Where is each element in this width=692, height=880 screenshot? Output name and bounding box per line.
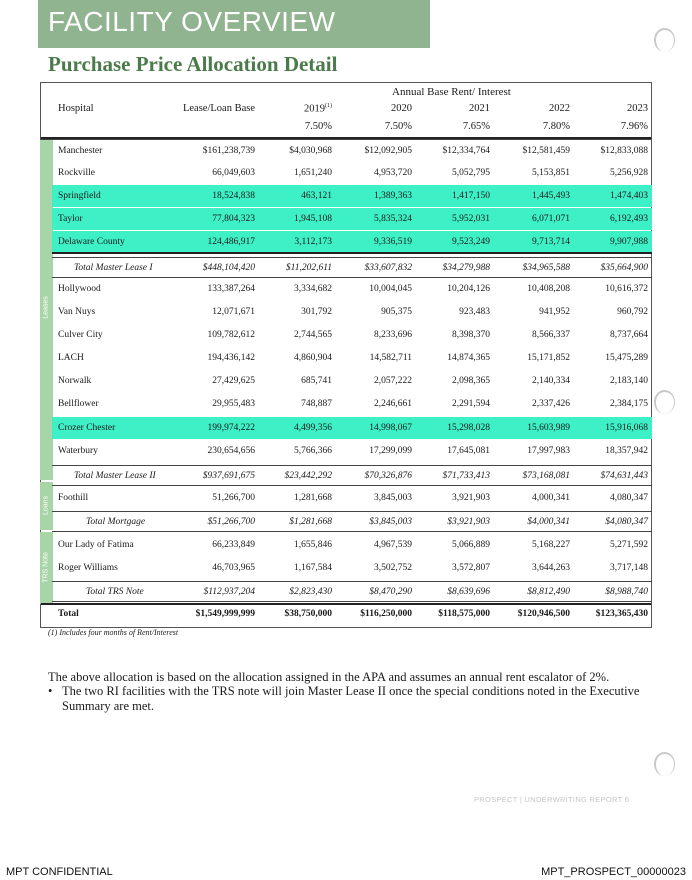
cell-y2020: 2,057,222 (374, 376, 412, 386)
row-label: Norwalk (58, 376, 92, 386)
cell-y2022: 10,408,208 (527, 284, 570, 294)
col-header-hospital: Hospital (58, 103, 94, 114)
row-label: Delaware County (58, 237, 125, 247)
cell-y2022: $8,812,490 (527, 587, 570, 597)
cell-y2019: 685,741 (301, 376, 332, 386)
cell-base: 77,804,323 (212, 214, 255, 224)
row-label: Hollywood (58, 284, 101, 294)
punch-hole-icon (654, 28, 675, 52)
cell-y2020: 5,835,324 (374, 214, 412, 224)
cell-base: 230,654,656 (207, 446, 255, 456)
cell-y2022: $12,581,459 (522, 146, 570, 156)
page-title: Purchase Price Allocation Detail (48, 52, 338, 76)
cell-y2019: $23,442,292 (284, 471, 332, 481)
cell-base: 194,436,142 (207, 353, 255, 363)
cell-y2020: 3,845,003 (374, 493, 412, 503)
cell-base: 27,429,625 (212, 376, 255, 386)
cell-y2019: $4,030,968 (289, 146, 332, 156)
section-rule (52, 252, 652, 254)
cell-base: $937,691,675 (202, 471, 255, 481)
cell-y2021: $3,921,903 (447, 517, 490, 527)
cell-y2021: 10,204,126 (447, 284, 490, 294)
banner-title: FACILITY OVERVIEW (48, 6, 336, 37)
rate-2020: 7.50% (384, 121, 412, 132)
cell-y2023: 6,192,493 (610, 214, 648, 224)
cell-y2019: 4,860,904 (294, 353, 332, 363)
cell-base: 29,955,483 (212, 399, 255, 409)
row-label: Van Nuys (58, 307, 96, 317)
cell-y2021: 2,098,365 (452, 376, 490, 386)
cell-y2023: $4,080,347 (605, 517, 648, 527)
col-header-2019: 2019$^{(1)}$ (304, 103, 332, 115)
cell-y2019: 1,651,240 (294, 168, 332, 178)
cell-y2023: 5,256,928 (610, 168, 648, 178)
cell-y2020: $116,250,000 (360, 609, 412, 619)
cell-y2019: 1,167,584 (294, 563, 332, 573)
cell-base: 12,071,671 (212, 307, 255, 317)
cell-y2020: 14,998,067 (369, 423, 412, 433)
row-label: Rockville (58, 168, 95, 178)
cell-y2023: 1,474,403 (610, 191, 648, 201)
cell-y2022: 6,071,071 (532, 214, 570, 224)
cell-y2020: $3,845,003 (369, 517, 412, 527)
row-label: Total TRS Note (86, 587, 144, 597)
row-label: Foothill (58, 493, 89, 503)
cell-y2021: 9,523,249 (452, 237, 490, 247)
rent-group-header: Annual Base Rent/ Interest (392, 86, 511, 98)
rate-2019: 7.50% (304, 121, 332, 132)
cell-y2022: 2,140,334 (532, 376, 570, 386)
row-label: LACH (58, 353, 84, 363)
row-label: Taylor (58, 214, 83, 224)
cell-y2022: 17,997,983 (527, 446, 570, 456)
cell-y2021: 17,645,081 (447, 446, 490, 456)
col-header-2021: 2021 (469, 103, 490, 114)
subtotal-rule-bottom (52, 531, 652, 532)
cell-y2023: 9,907,988 (610, 237, 648, 247)
cell-y2022: 2,337,426 (532, 399, 570, 409)
bullet-icon: • (48, 684, 53, 698)
footnote-marker: (1) (325, 103, 332, 109)
cell-y2022: $120,946,500 (517, 609, 570, 619)
punch-hole-icon (654, 390, 675, 414)
row-label: Waterbury (58, 446, 98, 456)
cell-y2021: 15,298,028 (447, 423, 490, 433)
cell-base: 66,233,849 (212, 540, 255, 550)
cell-y2022: $4,000,341 (527, 517, 570, 527)
row-label: Manchester (58, 146, 103, 156)
cell-y2022: 9,713,714 (532, 237, 570, 247)
cell-y2019: 1,281,668 (294, 493, 332, 503)
cell-y2019: 463,121 (301, 191, 332, 201)
cell-y2022: 15,171,852 (527, 353, 570, 363)
cell-y2019: $11,202,611 (285, 263, 332, 273)
row-label: Bellflower (58, 399, 99, 409)
cell-base: $112,937,204 (203, 587, 255, 597)
cell-y2021: 3,572,807 (452, 563, 490, 573)
cell-y2019: $38,750,000 (284, 609, 332, 619)
cell-y2022: $73,168,081 (522, 471, 570, 481)
header-rule-under (41, 139, 651, 140)
cell-y2020: 8,233,696 (374, 330, 412, 340)
cell-y2023: $35,664,900 (600, 263, 648, 273)
grand-total-rule (41, 603, 651, 605)
cell-y2023: $74,631,443 (600, 471, 648, 481)
cell-y2022: $34,965,588 (522, 263, 570, 273)
subtotal-rule-top (52, 511, 652, 512)
cell-base: 124,486,917 (207, 237, 255, 247)
cell-y2023: 18,357,942 (605, 446, 648, 456)
cell-y2019: 5,766,366 (294, 446, 332, 456)
cell-y2020: 2,246,661 (374, 399, 412, 409)
rate-2023: 7.96% (620, 121, 648, 132)
cell-y2020: $12,092,905 (364, 146, 412, 156)
cell-base: 199,974,222 (207, 423, 255, 433)
cell-y2022: 8,566,337 (532, 330, 570, 340)
row-label: Our Lady of Fatima (58, 540, 134, 550)
cell-y2019: 301,792 (301, 307, 332, 317)
cell-y2019: 1,655,846 (294, 540, 332, 550)
cell-y2020: 3,502,752 (374, 563, 412, 573)
subtotal-rule-top (52, 581, 652, 582)
cell-y2021: 3,921,903 (452, 493, 490, 503)
page-reference: PROSPECT | UNDERWRITING REPORT 6 (474, 795, 630, 804)
cell-y2021: $71,733,413 (442, 471, 490, 481)
allocation-note: The above allocation is based on the allocation assigned in the APA and assumes an annual rent escalator of 2%. (48, 670, 610, 684)
cell-y2020: $70,326,876 (364, 471, 412, 481)
cell-base: 18,524,838 (212, 191, 255, 201)
side-label-loans: Loans (42, 495, 50, 516)
cell-y2020: 4,967,539 (374, 540, 412, 550)
cell-y2021: 1,417,150 (452, 191, 490, 201)
subtotal-rule-bottom (52, 485, 652, 486)
cell-y2019: 1,945,108 (294, 214, 332, 224)
cell-y2020: 10,004,045 (369, 284, 412, 294)
cell-y2022: 5,153,851 (532, 168, 570, 178)
subtotal-rule-bottom (52, 601, 652, 602)
cell-y2020: $8,470,290 (369, 587, 412, 597)
cell-y2023: $12,833,088 (600, 146, 648, 156)
cell-y2021: $34,279,988 (442, 263, 490, 273)
cell-base: $161,238,739 (202, 146, 255, 156)
cell-y2021: 5,066,889 (452, 540, 490, 550)
cell-base: 51,266,700 (212, 493, 255, 503)
cell-y2023: 5,271,592 (610, 540, 648, 550)
cell-y2019: $2,823,430 (289, 587, 332, 597)
cell-y2019: 748,887 (301, 399, 332, 409)
cell-y2022: 15,603,989 (527, 423, 570, 433)
cell-y2021: 5,952,031 (452, 214, 490, 224)
side-label-leases: Leases (42, 296, 50, 319)
cell-y2022: 4,000,341 (532, 493, 570, 503)
footer-bates-number: MPT_PROSPECT_00000023 (541, 866, 686, 878)
cell-base: $1,549,999,999 (195, 609, 255, 619)
cell-y2019: 3,112,173 (294, 237, 332, 247)
rate-2022: 7.80% (542, 121, 570, 132)
cell-y2022: 941,952 (539, 307, 570, 317)
rate-2021: 7.65% (462, 121, 490, 132)
cell-y2021: 923,483 (459, 307, 490, 317)
footer-confidential: MPT CONFIDENTIAL (6, 866, 113, 878)
table-footnote: (1) Includes four months of Rent/Interest (48, 628, 179, 637)
cell-y2023: $8,988,740 (605, 587, 648, 597)
cell-y2022: 1,445,493 (532, 191, 570, 201)
cell-y2021: $8,639,696 (447, 587, 490, 597)
cell-y2023: $123,365,430 (595, 609, 648, 619)
subtotal-rule-top (52, 465, 652, 466)
cell-y2023: 15,475,289 (605, 353, 648, 363)
col-header-base: Lease/Loan Base (182, 103, 255, 114)
col-header-2022: 2022 (549, 103, 570, 114)
cell-y2019: $1,281,668 (289, 517, 332, 527)
col-header-2023: 2023 (627, 103, 648, 114)
cell-y2020: $33,607,832 (364, 263, 412, 273)
cell-base: $448,104,420 (202, 263, 255, 273)
cell-y2020: 905,375 (381, 307, 412, 317)
cell-y2020: 14,582,711 (369, 353, 412, 363)
cell-y2021: $12,334,764 (442, 146, 490, 156)
cell-y2019: 4,499,356 (294, 423, 332, 433)
row-label: Total Mortgage (86, 517, 146, 527)
cell-base: 46,703,965 (212, 563, 255, 573)
row-label: Crozer Chester (58, 423, 116, 433)
row-label: Total (58, 609, 79, 619)
cell-y2020: 9,336,519 (374, 237, 412, 247)
side-label-trs: TRS Note (42, 552, 50, 583)
note-bullet (48, 684, 648, 714)
col-header-2020: 2020 (391, 103, 412, 114)
subtotal-rule-top (52, 257, 652, 258)
row-label: Total Master Lease II (74, 471, 156, 481)
cell-y2021: 2,291,594 (452, 399, 490, 409)
cell-y2023: 3,717,148 (610, 563, 648, 573)
cell-y2022: 3,644,263 (532, 563, 570, 573)
cell-y2022: 5,168,227 (532, 540, 570, 550)
punch-hole-icon (654, 752, 675, 776)
cell-y2021: 5,052,795 (452, 168, 490, 178)
cell-base: 109,782,612 (207, 330, 255, 340)
row-label: Springfield (58, 191, 101, 201)
cell-y2023: 10,616,372 (605, 284, 648, 294)
section-banner (38, 0, 430, 48)
cell-y2021: 8,398,370 (452, 330, 490, 340)
subtotal-rule-bottom (52, 277, 652, 278)
cell-base: 66,049,603 (212, 168, 255, 178)
cell-y2021: $118,575,000 (438, 609, 490, 619)
row-label: Roger Williams (58, 563, 118, 573)
cell-y2023: 8,737,664 (610, 330, 648, 340)
cell-y2023: 2,384,175 (610, 399, 648, 409)
cell-y2019: 3,334,682 (294, 284, 332, 294)
cell-y2020: 4,953,720 (374, 168, 412, 178)
cell-y2019: 2,744,565 (294, 330, 332, 340)
cell-base: 133,387,264 (207, 284, 255, 294)
bullet-text: The two RI facilities with the TRS note will join Master Lease II once the special conditions noted in the Executive Summary are met. (62, 684, 640, 713)
cell-y2023: 960,792 (617, 307, 648, 317)
cell-y2021: 14,874,365 (447, 353, 490, 363)
cell-y2023: 15,916,068 (605, 423, 648, 433)
cell-y2020: 1,389,363 (374, 191, 412, 201)
cell-y2023: 4,080,347 (610, 493, 648, 503)
row-label: Total Master Lease I (74, 263, 153, 273)
cell-base: $51,266,700 (207, 517, 255, 527)
cell-y2020: 17,299,099 (369, 446, 412, 456)
cell-y2023: 2,183,140 (610, 376, 648, 386)
row-label: Culver City (58, 330, 103, 340)
